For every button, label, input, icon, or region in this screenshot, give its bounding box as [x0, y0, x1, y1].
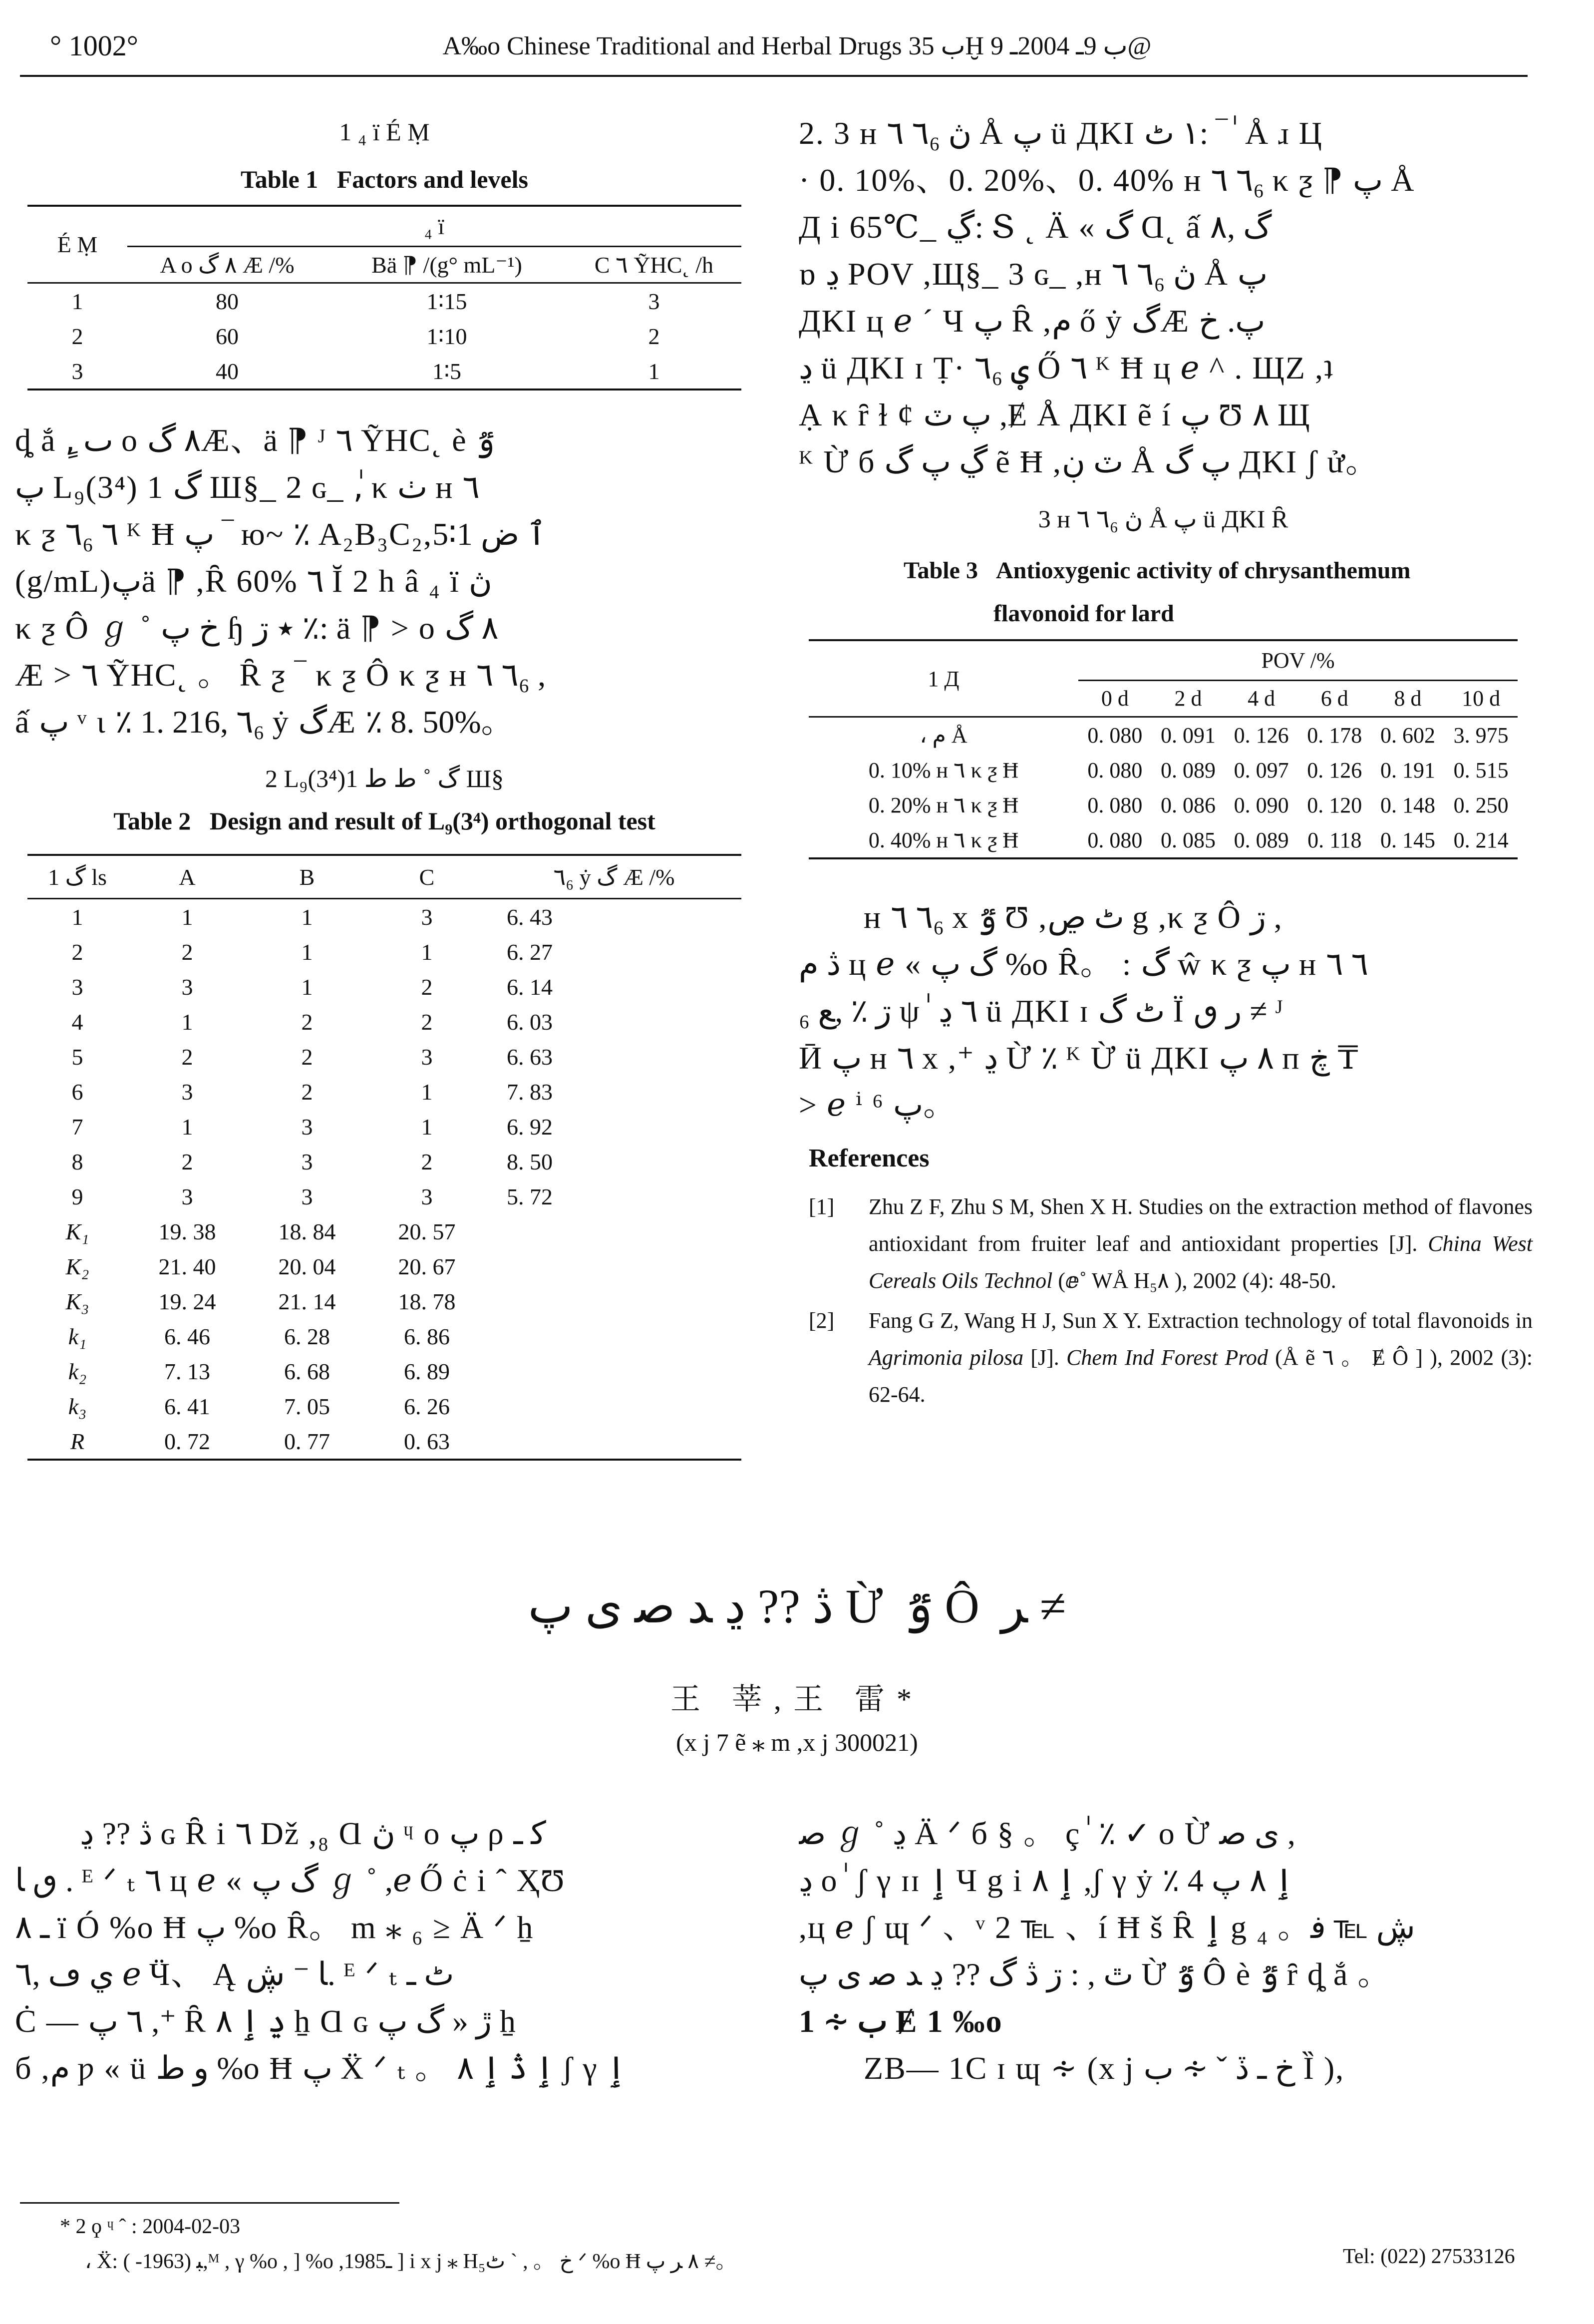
table-cell: 3: [181, 1183, 193, 1209]
text-line: ڎ ?? ڍ ɢ Ȓ i ٦ Dž ,₈ Ɑ ڽ ᶣ ο پ ρ ﮐ ـ: [80, 1816, 546, 1851]
table-cell: 1: [421, 1114, 433, 1140]
journal-header: A‰o Chinese Traditional and Herbal Drugs ب 35Ḫ ب 9ـ 2004ـ 9@: [442, 32, 1152, 60]
text-line: ấ پ ᵛ ι ٪ 1. 216, ٦₆ ẏ گÆ ٪ 8. 50%。: [15, 704, 514, 740]
table-cell: 1∶15: [426, 289, 467, 314]
table-cell: 3: [421, 1044, 433, 1070]
table-cell: 3: [301, 1149, 313, 1174]
reference-text: [J].: [1023, 1345, 1067, 1370]
table-cell: 1: [301, 939, 313, 965]
table-cell: 7. 83: [507, 1079, 553, 1105]
table-row: [27, 1074, 741, 1109]
table-cell: 3: [648, 288, 660, 314]
table2: [27, 854, 741, 1461]
text-line: Ċ — ٦ پ ,⁺ Ȓ ڍ ٳ ٨ ẖ Ɑ ɢ ڙ « گ پ ẖ: [15, 2003, 517, 2039]
table-cell: 0. 086: [1160, 792, 1216, 817]
table1-caption-cn: 1 ₄ ï É Ṃ: [339, 118, 430, 146]
table-row: [27, 934, 741, 969]
table-row: [27, 1214, 741, 1249]
table-cell: 4: [71, 1009, 83, 1035]
table-cell: k₃: [68, 1393, 87, 1419]
table-row: [27, 1284, 741, 1319]
table-cell: 40: [216, 358, 239, 384]
table-row: [27, 354, 741, 389]
reference-journal: Chem Ind Forest Prod: [1066, 1345, 1268, 1370]
table-cell: 1: [421, 939, 433, 965]
right-paragraph-2: [799, 894, 1568, 1129]
text-line: ,ц 𝑒 ʃ ɰ ᐟ 、ᵛ 2 ℡ 、í Ħ š Ȓ ٳ g ڜ ℡ ﻓ。 ₄: [799, 1910, 1415, 1945]
table-cell: 0. 080: [1087, 827, 1143, 852]
table3: [809, 639, 1518, 859]
table-cell: 1: [301, 904, 313, 930]
references-title: References: [809, 1144, 930, 1172]
article-left-text: [15, 1810, 754, 2092]
table2-col-no: 1 گ ls: [48, 864, 107, 890]
table-cell: 2: [71, 939, 83, 965]
table-cell: 7: [71, 1114, 83, 1140]
table-row: [27, 899, 741, 935]
table-row: [27, 1424, 741, 1460]
table-row: [809, 753, 1518, 787]
table-cell: 80: [216, 288, 239, 314]
footnote-author: ، Ẍ: ﺒ (1963- ),ᴹ , γ %o , ] %o ,1985ـ ] i x j ⁎ H₅خ 。 , ˋ ٹ ᐟ %o Ħ ٨ ﺮ پ ≠。: [85, 2250, 737, 2273]
table-cell: 0. 090: [1234, 792, 1289, 817]
table-cell: 0. 085: [1160, 827, 1216, 852]
text-line: Ӣ پ ʜ ٦ x ,⁺ ڍ Ừ ٪ ᴷ Ừ ü ДKI ٨ پ п ڿ ₸: [799, 1040, 1358, 1076]
table-cell: 20. 04: [278, 1253, 336, 1279]
text-line: ي ڡ ,٦ 𝑒 Ӵ、 Ą ﺎ ⁻ ڜ. ᴱ ᐟ ₜ ٹ ـ: [15, 1956, 454, 1992]
table-cell: 0. 40% ʜ ٦ κ ƺ Ħ: [868, 827, 1019, 852]
table-cell: 6. 27: [507, 939, 553, 965]
footnote-received: * 2 ϙ ᶣ ˆ : 2004-02-03: [60, 2215, 241, 2238]
table-cell: 1: [71, 904, 83, 930]
table-cell: [487, 1354, 741, 1389]
table-cell: 21. 40: [158, 1253, 216, 1279]
table-cell: [487, 1319, 741, 1354]
table-cell: 0. 097: [1234, 758, 1289, 782]
section-heading: 1 ∻ ب Ɇ 1 ‰o: [799, 2003, 1003, 2039]
table-cell: 7. 13: [164, 1358, 210, 1384]
table-cell: 3. 975: [1453, 723, 1509, 748]
table-cell: 2: [301, 1079, 313, 1105]
table-cell: 3: [301, 1114, 313, 1140]
table-cell: 0. 250: [1453, 792, 1509, 817]
text-line: پ L₉(3⁴) 1 گ Ш§_ 2 ɢ_ ,ٰ κ ٺ ʜ ٦: [15, 469, 480, 505]
text-line: ZB— 1C ɪ ɰ ∻ (x j خ ـ ڏ ˇ ∻ ب Ȉ ),: [864, 2050, 1345, 2086]
table-cell: 0. 126: [1234, 723, 1289, 748]
text-line: Æ > ٦ ỸHC˛ 。 Ȓ ƺ ‾ κ ƺ Ô κ ƺ ʜ ٦ ٦₆ ,: [15, 657, 546, 693]
reference-number: [2]: [809, 1308, 835, 1333]
table-cell: 7. 05: [284, 1393, 330, 1419]
table-cell: 6. 92: [507, 1114, 553, 1140]
table-cell: K₁: [65, 1218, 89, 1244]
table-cell: 0. 120: [1307, 792, 1362, 817]
table-cell: 0. 214: [1453, 827, 1509, 852]
table-cell: 0. 77: [284, 1428, 330, 1454]
text-line: б ,م ƿ « ü و ط %o Ħ پ Ẍ ᐟ ₜ 。 ٳ ڎ ٳ ٨ ʃ γ ٳ: [15, 2050, 626, 2086]
table-cell: K₃: [65, 1288, 89, 1314]
table-cell: R: [70, 1428, 85, 1454]
table-cell: 18. 84: [278, 1218, 336, 1244]
table-cell: k₂: [68, 1358, 87, 1384]
table-row: [27, 1179, 741, 1214]
reference-number: [1]: [809, 1194, 835, 1219]
table-cell: [487, 1424, 741, 1460]
reference-tail: (ⅇ˚ WÅ H₅٨ ), 2002 (4): 48-50.: [1052, 1268, 1336, 1293]
table-cell: 6. 14: [507, 974, 553, 1000]
table-cell: 6. 41: [164, 1393, 210, 1419]
table3-day: 6 d: [1320, 686, 1348, 711]
table3-day: 4 d: [1248, 686, 1275, 711]
table-cell: 8: [71, 1149, 83, 1174]
table3-caption-cn: 3 ʜ ٦ ٦₆ ڽ Å پ ü ДKI Ȓ: [1038, 505, 1288, 533]
table1-top-rule: [27, 205, 741, 207]
table-cell: K₂: [65, 1253, 89, 1279]
text-line: ڎ م ц 𝑒 « گ پ %o Ȓ。 : گ ŵ κ ƺ پ ʜ ٦ ٦: [799, 946, 1368, 982]
header-rule: [20, 75, 1528, 77]
reference-text: Zhu Z F, Zhu S M, Shen X H. Studies on the extraction method of flavones antioxidant from fruiter leaf and antioxidant properties [J].: [869, 1194, 1533, 1256]
footnote-tel: Tel: (022) 27533126: [1343, 2245, 1515, 2268]
table-cell: 19. 24: [158, 1288, 216, 1314]
article-authors: 王 莘,王 雷*: [670, 1683, 924, 1716]
reference-journal: China West Cereals Oils Technol: [869, 1231, 1533, 1293]
table-row: [809, 822, 1518, 858]
table-cell: 0. 148: [1380, 792, 1435, 817]
table-cell: 0. 089: [1160, 758, 1216, 782]
table3-day: 10 d: [1462, 686, 1501, 711]
table-cell: 1: [301, 974, 313, 1000]
table-cell: 5. 72: [507, 1183, 553, 1209]
table-cell: 3: [421, 1183, 433, 1209]
table-row: [27, 319, 741, 354]
right-paragraph: [799, 110, 1568, 485]
table-row: [809, 787, 1518, 822]
table1-col-level: É Ṃ: [57, 232, 98, 257]
table-row: [27, 969, 741, 1004]
table-cell: 0. 178: [1307, 723, 1362, 748]
table2-col-a: A: [179, 864, 196, 890]
text-line: 2. 3 ʜ ٦ ٦₆ ڽ Å پ ü ДKI ١ ٹ: ‾ ٰ Å ɹ Ц: [799, 115, 1323, 151]
text-line: ȡ ắ ,ٍ ٮ ο ٨ گÆ、ä ⁋ ᴶ ٦ ỸHC˛ è ٷ: [15, 422, 495, 458]
references-list: [809, 1188, 1533, 1416]
table-cell: 0. 602: [1380, 723, 1435, 748]
table-cell: 0. 080: [1087, 723, 1143, 748]
table-cell: 1: [181, 1114, 193, 1140]
table-cell: 2: [181, 1149, 193, 1174]
text-line: ᴷ Ừ б ڲ پ گ ẽ Ħ ,ٽ ڹ Å پ گ ДKI ʃ ử。: [799, 444, 1379, 479]
table3-day: 2 d: [1174, 686, 1202, 711]
reference-text: Fang G Z, Wang H J, Sun X Y. Extraction technology of total flavonoids in: [869, 1308, 1533, 1333]
table-cell: 3: [301, 1183, 313, 1209]
table-cell: [487, 1249, 741, 1284]
table-cell: 0. 080: [1087, 792, 1143, 817]
reference-species: Agrimonia pilosa: [869, 1345, 1024, 1370]
table-cell: 0. 089: [1234, 827, 1289, 852]
table-cell: 3: [71, 974, 83, 1000]
table-cell: 0. 118: [1307, 827, 1362, 852]
table-row: [27, 1319, 741, 1354]
page-number: ° 1002°: [50, 29, 138, 62]
table-cell: 21. 14: [278, 1288, 336, 1314]
text-line: Д i 65℃_ ڲ: Տ ˛ Ä « گ Ɑ˛ ấ گ ,٨: [799, 209, 1272, 245]
table-cell: 6. 28: [284, 1323, 330, 1349]
table2-caption-en: Table 2 Design and result of L₉(3⁴) orthogonal test: [113, 807, 655, 835]
text-line: ₆ ڗ ٪ ,ﻊ ψ ٰ ٦ ڍ ü ДKI ɪ ٹ گ Ï ﺭ ٯ ≠ ᴶ: [799, 993, 1284, 1029]
table1-col-a: A ο ٨ گ Æ /%: [160, 252, 295, 278]
article-title: ڎ ?? ڍ ﺪ ﺻ ی پ Ừ ٷ Ô ﺮ ≠: [528, 1579, 1066, 1633]
table3-caption-en: [809, 549, 1518, 635]
footnote-rule: [20, 2202, 399, 2204]
table-row: [27, 1039, 741, 1074]
table3-title-1: Antioxygenic activity of chrysanthemum: [995, 557, 1411, 584]
table-row: [27, 1144, 741, 1179]
text-line: ڍ ü ДKI ɪ Ṭ· ؠ ٦₆ Ő ٦ ᴷ Ħ ц 𝑒 ^ . ЩZ ,ʇ: [799, 350, 1334, 386]
table-row: [27, 1004, 741, 1039]
table2-caption-cn: 2 L₉(3⁴)1 گ ˚ ط ط Ш§: [265, 765, 504, 792]
table-cell: 6. 86: [404, 1323, 450, 1349]
table-cell: 9: [71, 1183, 83, 1209]
table-cell: 1: [648, 358, 660, 384]
table-cell: 0. 10% ʜ ٦ κ ƺ Ħ: [868, 758, 1019, 782]
table-cell: 6. 89: [404, 1358, 450, 1384]
table-cell: ، م Å: [920, 723, 967, 748]
text-line: ʜ ٦ ٦₆ x ٷ Ʊ ,ٹ ڝ g ,κ ƺ Ô ڗ ,: [864, 899, 1282, 935]
table-cell: 2: [301, 1044, 313, 1070]
text-line: Ạ κ ȓ ɫ ¢ پ ٽ ,Ɇ Å ДKI ẽ í پ Ʊ ٨ Щ: [799, 397, 1311, 432]
text-line: ـ ٨ ï Ó %o Ħ پ %o Ȓ。 m ⁎ ₆ ≥ Ä ᐟ ẖ: [15, 1910, 534, 1945]
text-line: > 𝑒 ⁱ ⁶ پ。: [799, 1087, 956, 1123]
table-row: [27, 1354, 741, 1389]
table-cell: 3: [71, 358, 83, 384]
reference-item: [809, 1302, 1533, 1413]
table-cell: 3: [181, 1079, 193, 1105]
table-cell: 6. 43: [507, 904, 553, 930]
table-cell: 2: [421, 1149, 433, 1174]
table-cell: 6. 26: [404, 1393, 450, 1419]
table-cell: 0. 091: [1160, 723, 1216, 748]
table-row: [27, 1109, 741, 1144]
table-cell: 6. 68: [284, 1358, 330, 1384]
table-cell: 1: [71, 288, 83, 314]
table1-head-group: ₄ ï: [127, 207, 741, 247]
table2-header-row: [27, 855, 741, 899]
reference-item: [809, 1188, 1533, 1299]
text-line: · 0. 10%、0. 20%、0. 40% ʜ ٦ ٦₆ κ ƺ ⁋ پ Å: [799, 162, 1415, 198]
table-cell: 6. 03: [507, 1009, 553, 1035]
table-cell: 0. 515: [1453, 758, 1509, 782]
table-cell: 2: [181, 1044, 193, 1070]
table-cell: 2: [301, 1009, 313, 1035]
table3-col-group: 1 Д: [928, 666, 959, 691]
table-cell: 0. 63: [404, 1428, 450, 1454]
table-cell: 6: [71, 1079, 83, 1105]
table-cell: 5: [71, 1044, 83, 1070]
table3-day: 0 d: [1101, 686, 1129, 711]
table-row: [809, 717, 1518, 753]
table-cell: [487, 1214, 741, 1249]
table1-col-b: Bä ⁋ /(g° mL⁻¹): [371, 252, 522, 278]
table-cell: 0. 080: [1087, 758, 1143, 782]
table-row: [27, 1249, 741, 1284]
table3-day: 8 d: [1394, 686, 1422, 711]
table3-head-group: POV /%: [1078, 640, 1518, 680]
table-cell: 18. 78: [398, 1288, 456, 1314]
table1: [27, 205, 741, 390]
table-cell: 2: [421, 974, 433, 1000]
table-cell: 19. 38: [158, 1218, 216, 1244]
text-line: ﺻ ℊ ˚ ڍ Ä ᐟ б § 。 ç ٰ ٪ ✓ ο Ừ ی ﺻ ,: [799, 1816, 1295, 1851]
table1-col-c: C ٦ ỸHC˛ /h: [594, 252, 714, 278]
text-line: ДKI ц 𝑒 ˊ Ч پ Ȓ ,م ő ẏ گÆ پ. خ: [799, 303, 1266, 339]
table-cell: 1∶5: [432, 359, 461, 384]
text-line: κ ƺ ٦₆ ٦ ᴷ Ħ پ ‾ ю~ ٪ A₂B₃C₂,ٱ ض 1∶5: [15, 516, 546, 552]
left-paragraph: [15, 417, 744, 746]
reference-tail: (Å ẽ ٦ 。 Ɇ Ô ] ), 2002 (3): 62-64.: [869, 1345, 1533, 1407]
table-cell: 3: [181, 974, 193, 1000]
text-line: ٿ , : ڗ ڎ گ ?? ڍ ﺪ ﺻ ی پ Ừ ٷ Ô è ٷ ȓ ȡ ắ 。: [799, 1956, 1391, 1992]
table1-caption-en: Table 1 Factors and levels: [241, 165, 528, 193]
table-cell: 2: [648, 323, 660, 349]
table3-label: Table 3: [904, 557, 978, 584]
table-cell: 0. 72: [164, 1428, 210, 1454]
table-cell: 0. 145: [1380, 827, 1435, 852]
text-line: (g/mL)پä ⁋ ,Ȓ 60% ٦ Ῐ 2 h â ₄ ï ڽ: [15, 563, 492, 599]
table-row: [27, 283, 741, 319]
table-cell: 1∶10: [426, 324, 467, 349]
table-cell: 2: [181, 939, 193, 965]
table-cell: 1: [421, 1079, 433, 1105]
text-line: ٯ ﺎ . ᴱ ᐟ ₜ ٦ ц 𝑒 « گ پ ℊ ˚ ,𝑒 Ő ċ i ˆ ҲƱ: [15, 1863, 566, 1898]
table-cell: [487, 1284, 741, 1319]
table3-title-2: flavonoid for lard: [993, 600, 1174, 627]
text-line: κ ƺ Ô ℊ ˚ خ پ ɧ ٭ ڗ ٪: ä ⁋ > ο ٨ گ: [15, 610, 499, 646]
table-cell: 6. 63: [507, 1044, 553, 1070]
table-cell: 6. 46: [164, 1323, 210, 1349]
table2-col-b: B: [299, 864, 315, 890]
article-right-text: [799, 1810, 1568, 2092]
table-cell: 2: [421, 1009, 433, 1035]
table-cell: 3: [421, 904, 433, 930]
table-cell: 1: [181, 904, 193, 930]
text-line: ڍ ο ٰ ʃ γ ɪɪ ٳ Ч g i ٳ ٨ ,ʃ γ ẏ ٪ ٳ ٨ پ 4: [799, 1863, 1293, 1898]
table-cell: 0. 20% ʜ ٦ κ ƺ Ħ: [868, 792, 1019, 817]
table-cell: 1: [181, 1009, 193, 1035]
table-cell: 0. 126: [1307, 758, 1362, 782]
text-line: ɒ ڍ POV ,Щ§_ 3 ɢ_ ,ʜ ٦ ٦₆ ڽ Å پ: [799, 256, 1268, 292]
table-cell: 60: [216, 323, 239, 349]
table-cell: 8. 50: [507, 1149, 553, 1174]
table2-col-yield: ٦₆ ẏ گ Æ /%: [553, 864, 675, 890]
table-row: [27, 1389, 741, 1424]
table-cell: 20. 57: [398, 1218, 456, 1244]
table-cell: [487, 1389, 741, 1424]
table-cell: 2: [71, 323, 83, 349]
table-cell: k₁: [68, 1323, 87, 1349]
article-affiliation: (x j 7 ẽ ⁎ m ,x j 300021): [676, 1728, 918, 1756]
table-cell: 20. 67: [398, 1253, 456, 1279]
table-cell: 0. 191: [1380, 758, 1435, 782]
table2-col-c: C: [419, 864, 435, 890]
